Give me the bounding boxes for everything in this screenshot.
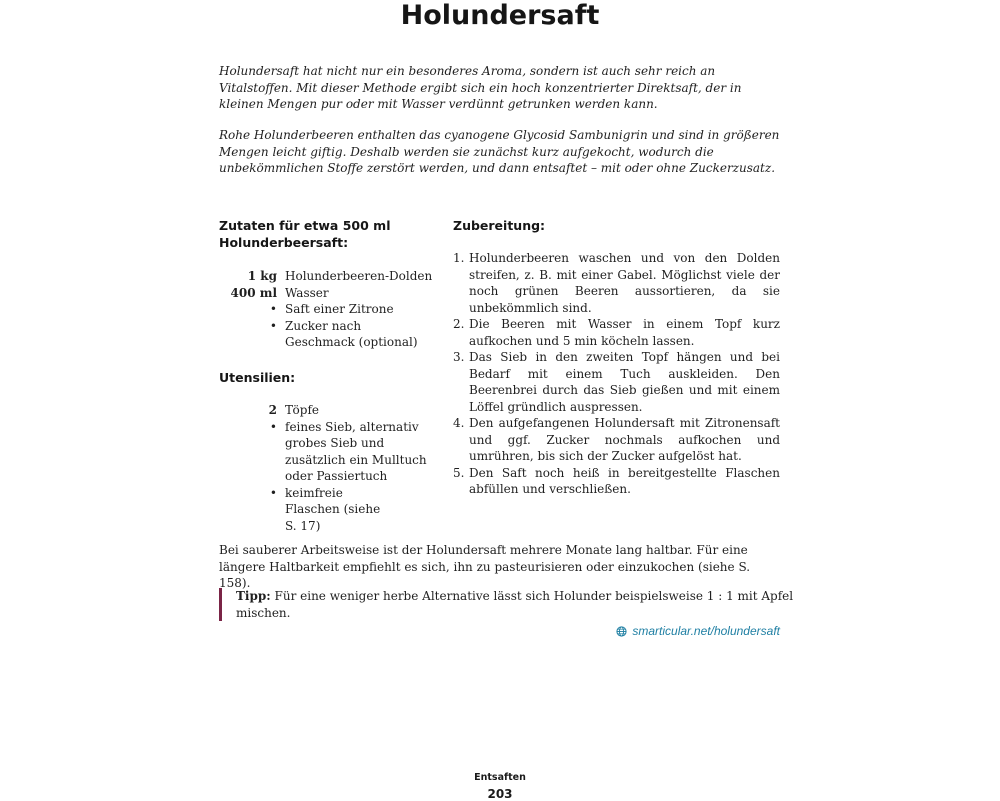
tip-box [219,588,798,621]
ingredient-item [219,268,434,285]
step-text: Den aufgefangenen Holundersaft mit Zitronensaft und ggf. Zucker nochmals aufkochen und umrühren, bis sich der Zucker aufgelöst hat. [469,416,780,463]
utensil-text: feines Sieb, alternativ grobes Sieb und zusätzlich ein Mulltuch oder Passiertuch [285,419,427,483]
intro-paragraph-2: Rohe Holunderbeeren enthalten das cyanogene Glycosid Sambunigrin und sind in größeren Mengen leicht giftig. Deshalb werden sie zunächst kurz aufgekocht, wodurch die unbekömmlichen Stoffe zerstört werden, und dann entsaftet – mit oder ohne Zuckerzusatz. [219,128,780,175]
preparation-heading: Zubereitung: [453,218,546,233]
globe-icon [616,626,627,637]
source-link[interactable] [616,624,780,638]
step-text: Die Beeren mit Wasser in einem Topf kurz aufkochen und 5 min köcheln lassen. [469,317,780,348]
page-title: Holundersaft [400,0,600,31]
ingredient-qty: 400 ml [230,285,277,300]
bullet-icon: • [269,318,277,333]
step-item [453,250,780,316]
intro-paragraph-1: Holundersaft hat nicht nur ein besonderes Aroma, sondern ist auch sehr reich an Vitalstoffen. Mit dieser Methode ergibt sich ein hoch konzentrierter Direktsaft, der in kleinen Mengen pur oder mit Wasser verdünnt getrunken werden kann. [219,64,742,111]
utensils-section [219,369,434,534]
step-number: 5. [453,465,465,480]
step-number: 4. [453,416,465,430]
bullet-icon: • [269,485,277,500]
utensil-text: keimfreie Flaschen (siehe S. 17) [285,485,381,533]
ingredient-text: Saft einer Zitrone [285,302,394,316]
step-item [453,465,780,498]
ingredient-item [219,318,434,351]
ingredients-section [219,217,434,351]
footer-section-name: Entsaften [474,772,526,783]
tip-text: Für eine weniger herbe Alternative lässt sich Holunder beispielsweise 1 : 1 mit Apfel mischen. [236,589,794,620]
step-item [453,349,780,415]
step-text: Das Sieb in den zweiten Topf hängen und bei Bedarf mit einem Tuch auskleiden. Den Beerenbrei durch das Sieb gießen und mit einem Löffel gründlich auspressen. [469,350,780,414]
step-text: Holunderbeeren waschen und von den Dolden streifen, z. B. mit einer Gabel. Möglichst viele der noch grünen Beeren aussortieren, da sie unbekömmlich sind. [469,251,780,315]
ingredients-heading: Zutaten für etwa 500 ml Holunderbeersaft: [219,218,391,250]
ingredient-item [219,301,434,318]
step-item [453,316,780,349]
step-number: 2. [453,317,465,331]
step-text: Den Saft noch heiß in bereitgestellte Flaschen abfüllen und verschließen. [469,465,780,496]
source-link-text[interactable]: smarticular.net/holundersaft [632,624,780,638]
preparation-steps [453,250,780,498]
page-number: 203 [487,787,513,801]
utensil-qty: 2 [268,403,277,417]
ingredient-text: Zucker nach Geschmack (optional) [285,318,418,349]
utensil-text: Töpfe [285,403,319,417]
step-number: 3. [453,350,465,364]
bullet-icon: • [269,419,277,434]
utensils-heading: Utensilien: [219,370,296,385]
ingredient-qty: 1 kg [247,269,277,283]
utensil-item [219,419,434,485]
bullet-icon: • [269,302,277,316]
step-number: 1. [453,251,465,265]
tip-label: Tipp: [236,589,271,603]
ingredient-text: Wasser [285,285,329,300]
step-item [453,415,780,465]
storage-note: Bei sauberer Arbeitsweise ist der Holundersaft mehrere Monate lang haltbar. Für eine längere Haltbarkeit empfiehlt es sich, ihn zu pasteurisieren oder einzukochen (siehe S. 158). [219,543,751,590]
utensil-item [219,402,434,419]
ingredient-text: Holunderbeeren-Dolden [285,269,433,283]
ingredient-item [219,285,434,302]
preparation-section [453,217,780,498]
utensil-item [219,485,434,535]
